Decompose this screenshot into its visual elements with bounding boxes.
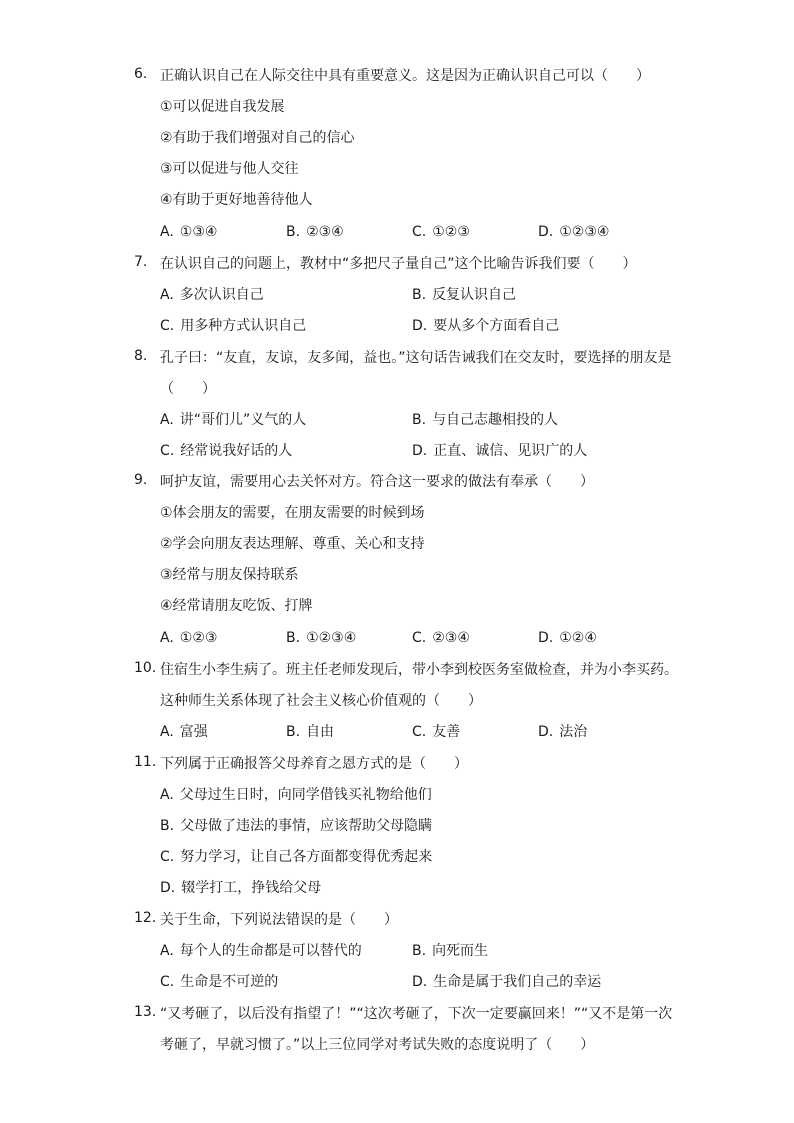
option-label: A. xyxy=(160,630,174,646)
question-stem: 住宿生小李生病了。班主任老师发现后，带小李到校医务室做检查，并为小李买药。这种师生关系体现了社会主义核心价值观的（ ） xyxy=(160,662,678,709)
statement-item: ②学会向朋友表达理解、尊重、关心和支持 xyxy=(160,536,425,552)
option-a xyxy=(160,222,217,242)
option-text: 生命是不可逆的 xyxy=(180,974,279,990)
option-d xyxy=(412,316,559,336)
option-label: C. xyxy=(412,224,427,240)
option-a xyxy=(160,941,362,961)
option-label: A. xyxy=(160,787,174,803)
question-number: 7. xyxy=(134,254,148,270)
option-text: ①③④ xyxy=(179,224,218,240)
question-stem: “又考砸了，以后没有指望了！”“这次考砸了，下次一定要赢回来！”“又不是第一次考砸了，早就习惯了。”以上三位同学对考试失败的态度说明了（ ） xyxy=(160,1006,673,1053)
option-label: A. xyxy=(160,724,174,740)
option-text: ①②④ xyxy=(559,630,597,646)
option-text: ①②③ xyxy=(179,630,218,646)
option-label: B. xyxy=(286,724,301,740)
option-c xyxy=(412,222,470,242)
option-label: B. xyxy=(286,224,301,240)
option-text: 生命是属于我们自己的幸运 xyxy=(433,974,602,990)
option-d xyxy=(538,722,587,742)
question-stem: 呵护友谊，需要用心去关怀对方。符合这一要求的做法有奉承（ ） xyxy=(160,474,594,490)
option-label: D. xyxy=(412,974,428,990)
statement-item: ①体会朋友的需要，在朋友需要的时候到场 xyxy=(160,505,425,521)
option-text: ①②③ xyxy=(432,224,470,240)
option-text: 努力学习，让自己各方面都变得优秀起来 xyxy=(180,849,433,865)
option-d xyxy=(412,972,601,992)
statement-item: ②有助于我们增强对自己的信心 xyxy=(160,130,355,146)
question-stem: 关于生命，下列说法错误的是（ ） xyxy=(160,912,398,928)
option-text: 要从多个方面看自己 xyxy=(433,318,560,334)
option-b xyxy=(286,722,334,742)
question-stem: 孔子曰：“友直，友谅，友多闻，益也。”这句话告诫我们在交友时，要选择的朋友是（ ） xyxy=(160,350,672,397)
option-label: B. xyxy=(286,630,301,646)
option-text: ①②③④ xyxy=(559,224,610,240)
option-b xyxy=(286,628,356,648)
statement-item: ④经常请朋友吃饭、打牌 xyxy=(160,598,313,614)
option-text: 正直、诚信、见识广的人 xyxy=(433,443,588,459)
question-number: 6. xyxy=(134,66,148,82)
statement-item: ③可以促进与他人交往 xyxy=(160,161,299,177)
statement-item: ③经常与朋友保持联系 xyxy=(160,567,299,583)
option-text: 富强 xyxy=(179,724,208,740)
option-label: D. xyxy=(538,224,554,240)
option-label: B. xyxy=(412,287,427,303)
option-text: 向死而生 xyxy=(432,943,489,959)
option-label: A. xyxy=(160,412,174,428)
option-d xyxy=(538,222,609,242)
option-a xyxy=(160,785,432,805)
option-text: 与自己志趣相投的人 xyxy=(432,412,559,428)
question-number: 8. xyxy=(134,348,148,364)
question-number: 12. xyxy=(134,910,157,926)
option-text: 经常说我好话的人 xyxy=(180,443,293,459)
question-number: 9. xyxy=(134,472,148,488)
option-label: A. xyxy=(160,224,174,240)
option-label: D. xyxy=(412,443,428,459)
option-label: B. xyxy=(160,818,175,834)
option-label: C. xyxy=(160,849,175,865)
question-stem: 在认识自己的问题上，教材中“多把尺子量自己”这个比喻告诉我们要（ ） xyxy=(160,256,637,272)
question-number: 13. xyxy=(134,1004,157,1020)
option-label: D. xyxy=(412,318,428,334)
option-text: 反复认识自己 xyxy=(432,287,517,303)
option-text: 法治 xyxy=(559,724,588,740)
option-text: 用多种方式认识自己 xyxy=(180,318,307,334)
option-label: D. xyxy=(160,880,176,896)
option-label: D. xyxy=(538,724,554,740)
option-c xyxy=(160,316,306,336)
option-b xyxy=(412,941,488,961)
option-text: 每个人的生命都是可以替代的 xyxy=(179,943,362,959)
option-label: A. xyxy=(160,943,174,959)
option-text: 讲“哥们儿”义气的人 xyxy=(179,412,307,428)
option-text: 父母做了违法的事情，应该帮助父母隐瞒 xyxy=(180,818,433,834)
option-c xyxy=(412,722,460,742)
option-a xyxy=(160,285,264,305)
option-a xyxy=(160,628,217,648)
option-label: D. xyxy=(538,630,554,646)
option-d xyxy=(160,878,321,898)
option-text: 辍学打工，挣钱给父母 xyxy=(181,880,322,896)
option-d xyxy=(538,628,597,648)
option-label: C. xyxy=(412,630,427,646)
option-label: A. xyxy=(160,287,174,303)
question-stem: 下列属于正确报答父母养育之恩方式的是（ ） xyxy=(160,756,468,772)
option-c xyxy=(160,972,278,992)
option-label: B. xyxy=(412,943,427,959)
statement-item: ①可以促进自我发展 xyxy=(160,99,285,115)
option-a xyxy=(160,410,306,430)
option-b xyxy=(160,816,432,836)
statement-item: ④有助于更好地善待他人 xyxy=(160,192,313,208)
question-number: 11. xyxy=(134,754,157,770)
option-text: 多次认识自己 xyxy=(179,287,264,303)
option-text: 自由 xyxy=(306,724,335,740)
option-text: ①②③④ xyxy=(306,630,357,646)
option-b xyxy=(286,222,344,242)
question-number: 10. xyxy=(134,660,157,676)
option-text: 友善 xyxy=(432,724,461,740)
option-label: C. xyxy=(160,318,175,334)
option-b xyxy=(412,285,516,305)
option-text: ②③④ xyxy=(432,630,470,646)
option-d xyxy=(412,441,587,461)
option-c xyxy=(160,847,432,867)
option-label: B. xyxy=(412,412,427,428)
option-c xyxy=(412,628,470,648)
option-label: C. xyxy=(160,443,175,459)
option-text: 父母过生日时，向同学借钱买礼物给他们 xyxy=(179,787,432,803)
option-b xyxy=(412,410,558,430)
option-text: ②③④ xyxy=(306,224,344,240)
option-label: C. xyxy=(160,974,175,990)
option-c xyxy=(160,441,292,461)
option-a xyxy=(160,722,208,742)
option-label: C. xyxy=(412,724,427,740)
question-stem: 正确认识自己在人际交往中具有重要意义。这是因为正确认识自己可以（ ） xyxy=(160,68,650,84)
